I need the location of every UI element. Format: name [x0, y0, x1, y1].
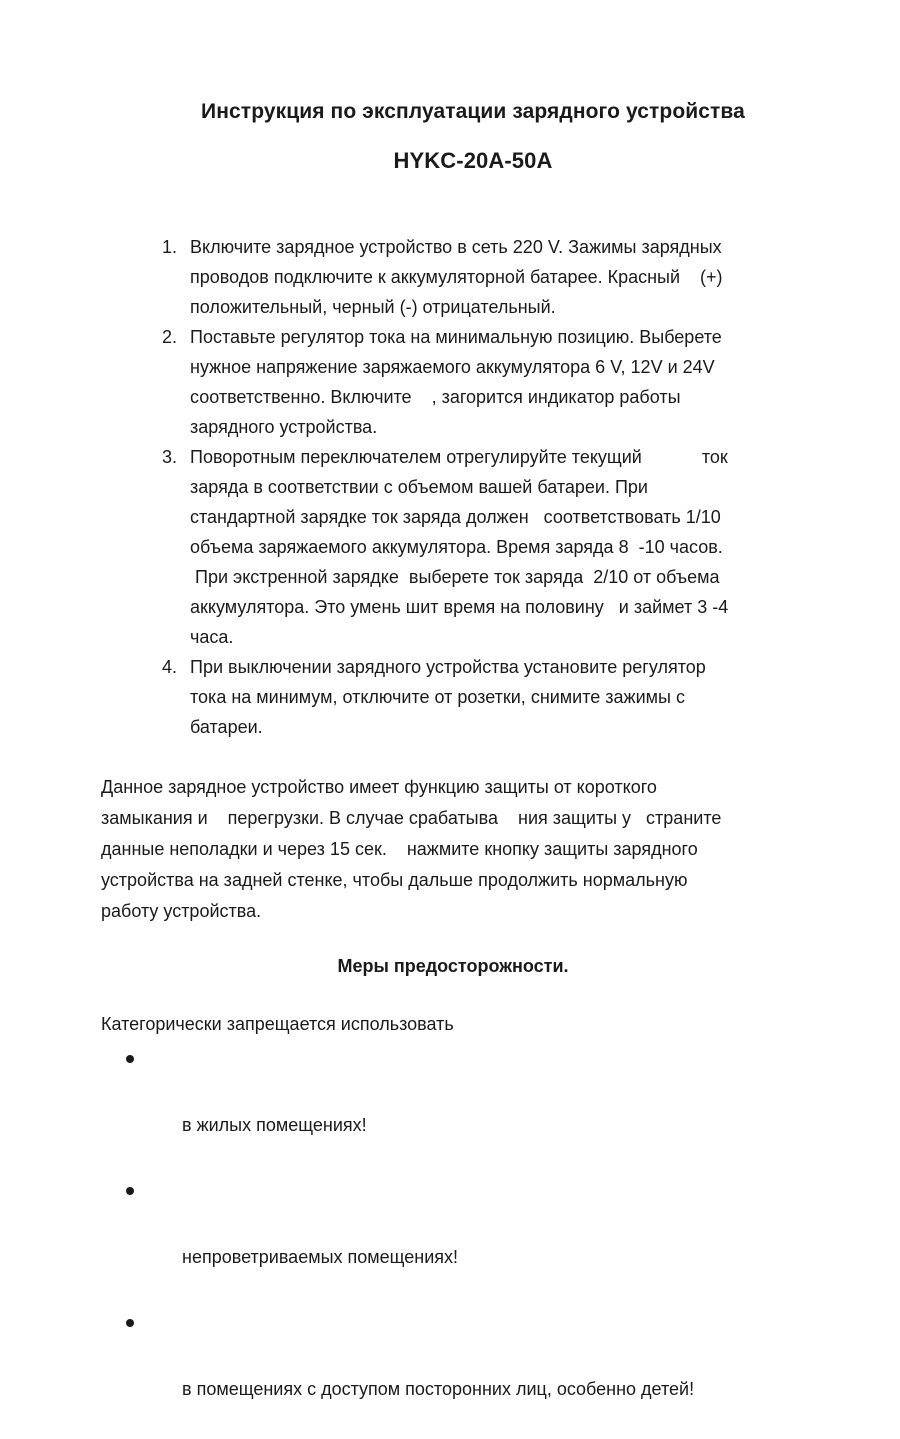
step-number: 2. [162, 327, 178, 347]
prohibited-list [126, 1043, 694, 1439]
list-item-text: непроветриваемых помещениях! [182, 1247, 459, 1267]
step-text-line: часа. [190, 627, 234, 647]
step-text-line: батареи. [190, 717, 263, 737]
document-title: Инструкция по эксплуатации зарядного устройства [201, 100, 745, 123]
step-item [162, 652, 822, 742]
list-item-text: в помещениях с доступом посторонних лиц, особенно детей! [182, 1379, 695, 1399]
step-text-line: положительный, черный (-) отрицательный. [190, 297, 556, 317]
bullet-icon [126, 1187, 134, 1195]
step-text-line: соответственно. Включите , загорится индикатор работы [190, 387, 681, 407]
step-text-line: Поставьте регулятор тока на минимальную позицию. Выберете [190, 327, 722, 347]
list-item [126, 1175, 694, 1307]
step-text-line: зарядного устройства. [190, 417, 378, 437]
paragraph-line: устройства на задней стенке, чтобы дальше продолжить нормальную [101, 870, 688, 890]
bullet-icon [126, 1055, 134, 1063]
precautions-heading: Меры предосторожности. [337, 956, 569, 976]
step-text-line: объема заряжаемого аккумулятора. Время заряда 8 -10 часов. [190, 537, 723, 557]
paragraph-line: Данное зарядное устройство имеет функцию защиты от короткого [101, 777, 657, 797]
steps-list [162, 232, 822, 742]
step-text-line: тока на минимум, отключите от розетки, снимите зажимы с [190, 687, 685, 707]
step-text-line: Включите зарядное устройство в сеть 220 V. Зажимы зарядных [190, 237, 722, 257]
step-text-line: нужное напряжение заряжаемого аккумулятора 6 V, 12V и 24V [190, 357, 715, 377]
step-item [162, 322, 822, 442]
step-text-line: стандартной зарядке ток заряда должен соответствовать 1/10 [190, 507, 721, 527]
step-text-line: При экстренной зарядке выберете ток заряда 2/10 от объема [190, 567, 720, 587]
model-number: HYKC-20A-50A [393, 148, 553, 173]
step-text-line: проводов подключите к аккумуляторной батарее. Красный (+) [190, 267, 723, 287]
paragraph-line: работу устройства. [101, 901, 262, 921]
prohibited-intro: Категорически запрещается использовать [101, 1014, 454, 1034]
step-item [162, 442, 822, 652]
step-number: 4. [162, 657, 178, 677]
paragraph-line: замыкания и перегрузки. В случае срабатыва ния защиты у страните [101, 808, 722, 828]
step-text-line: При выключении зарядного устройства установите регулятор [190, 657, 706, 677]
protection-paragraph [101, 772, 821, 927]
list-item [126, 1043, 694, 1175]
list-item [126, 1307, 694, 1439]
step-number: 1. [162, 237, 178, 257]
step-number: 3. [162, 447, 178, 467]
bullet-icon [126, 1319, 134, 1327]
step-text-line: аккумулятора. Это умень шит время на половину и займет 3 -4 [190, 597, 729, 617]
list-item-text: в жилых помещениях! [182, 1115, 367, 1135]
paragraph-line: данные неполадки и через 15 сек. нажмите кнопку защиты зарядного [101, 839, 698, 859]
step-text-line: заряда в соответствии с объемом вашей батареи. При [190, 477, 648, 497]
step-text-line: Поворотным переключателем отрегулируйте текущий ток [190, 447, 728, 467]
step-item [162, 232, 822, 322]
